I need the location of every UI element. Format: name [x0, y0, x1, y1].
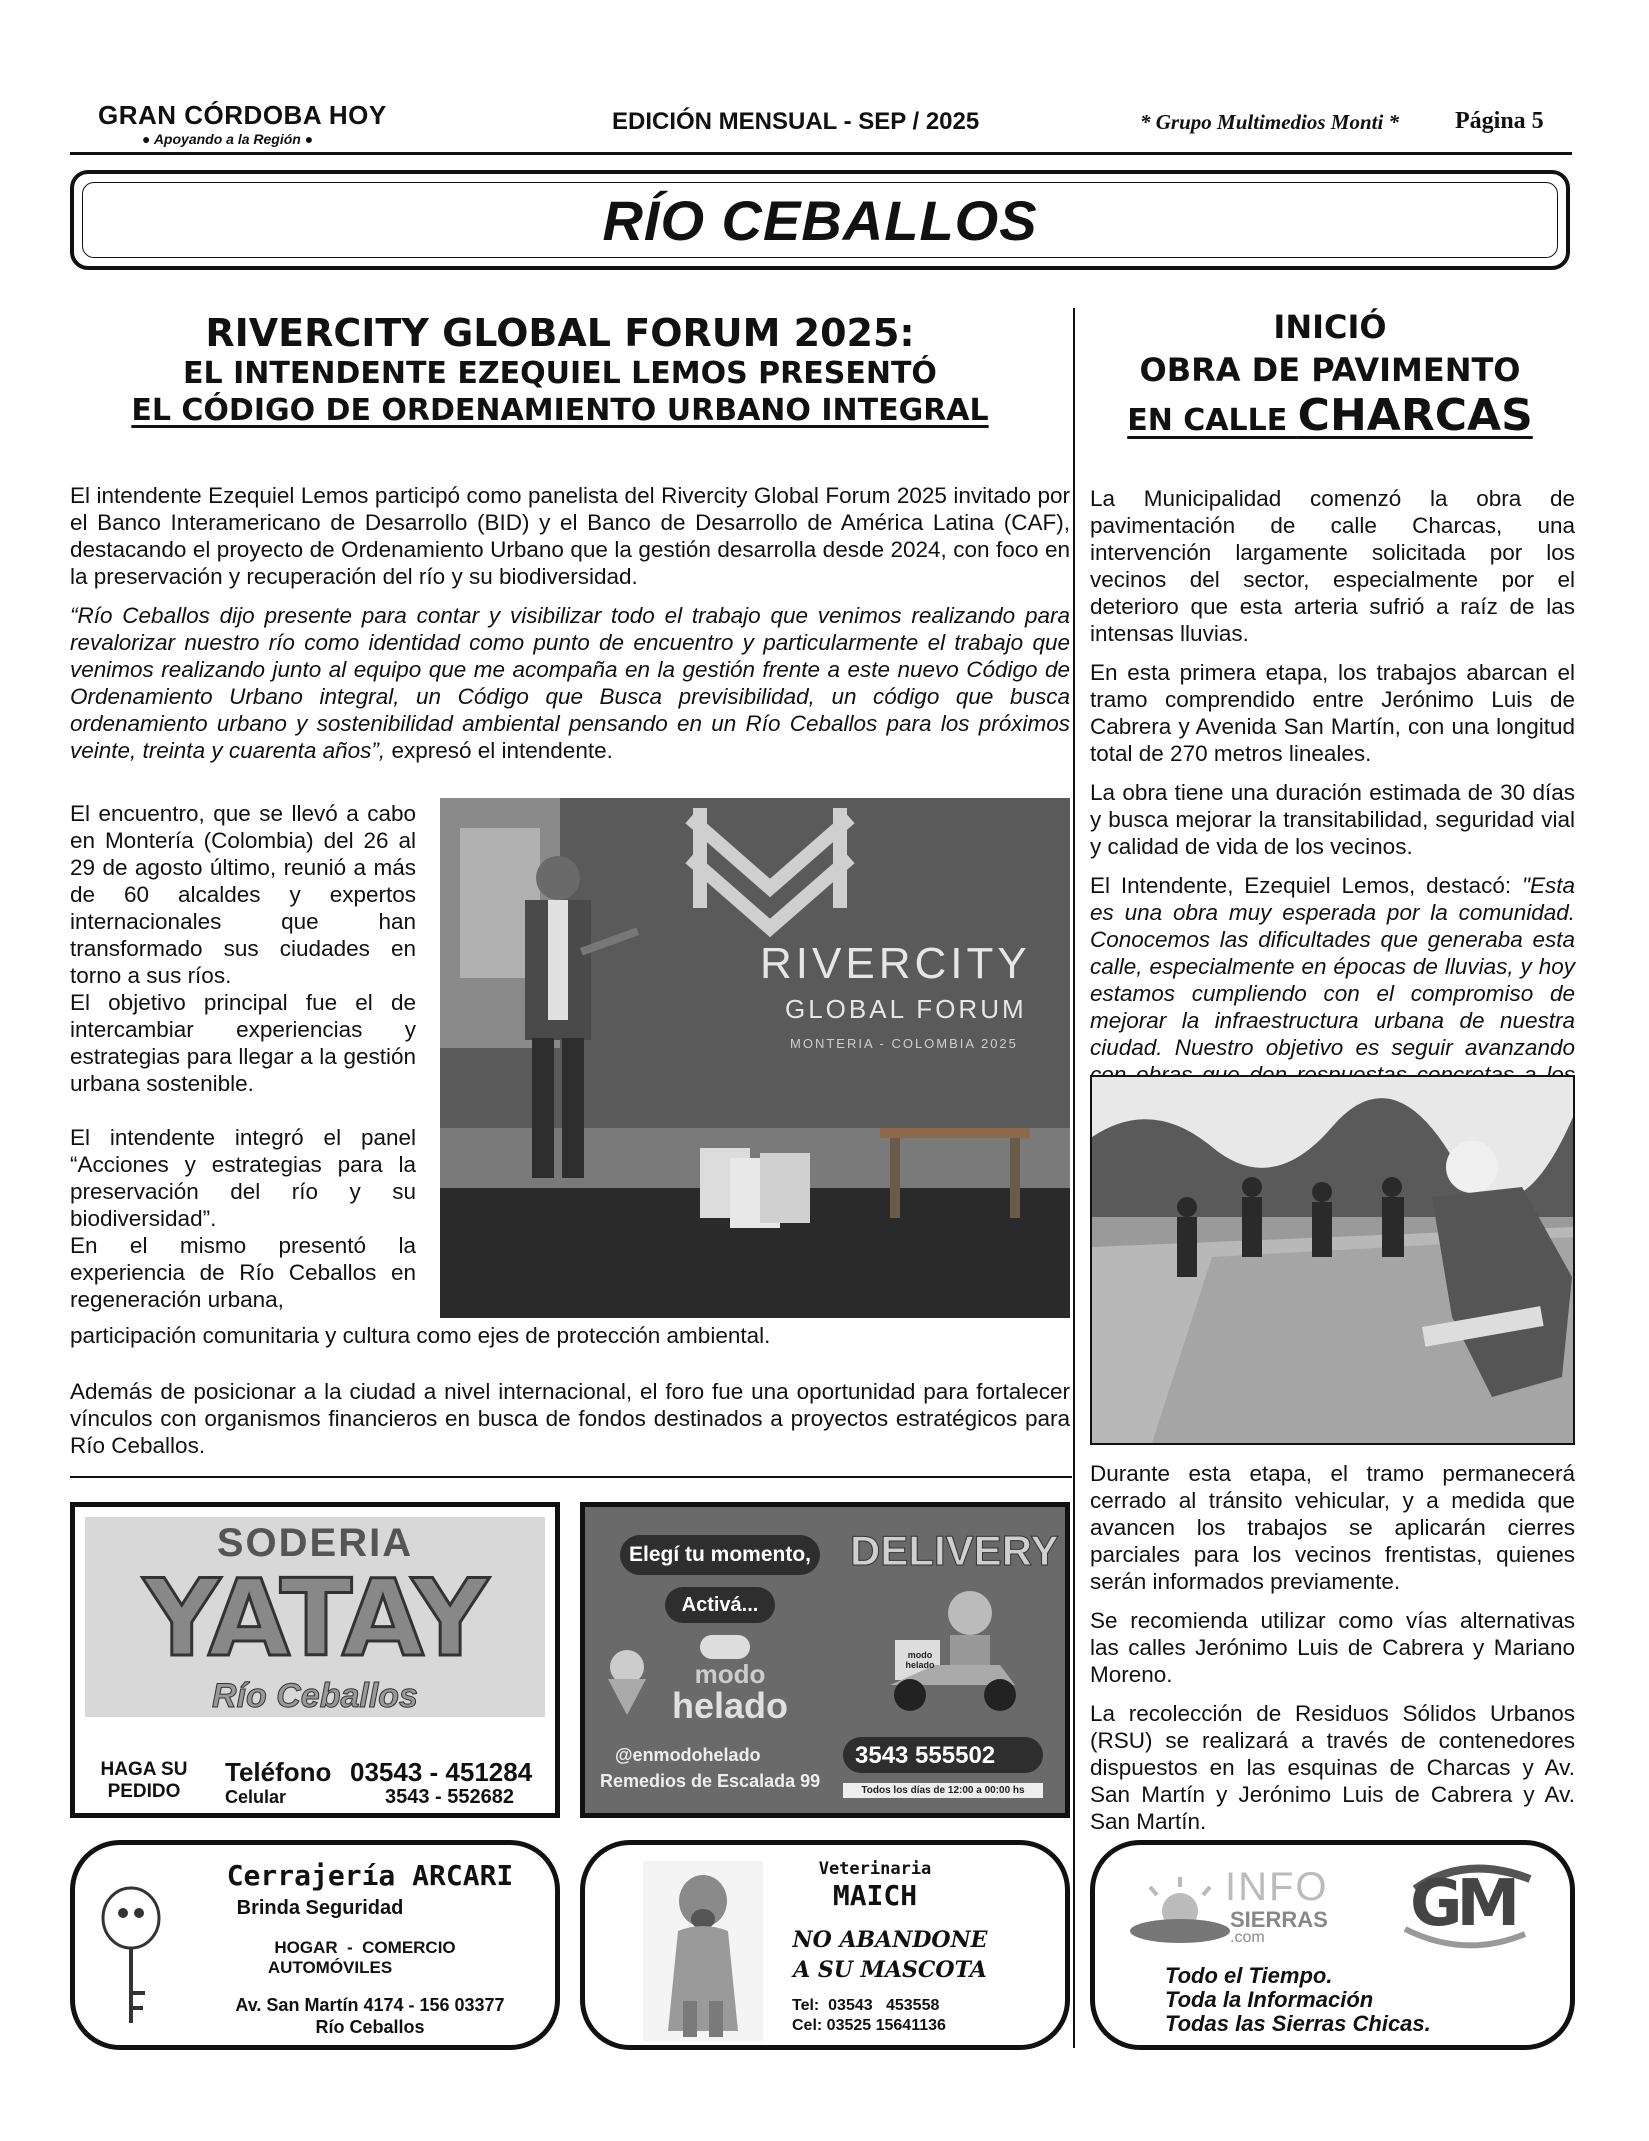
side-headline-line3	[1090, 391, 1570, 446]
masthead-title: GRAN CÓRDOBA HOY	[98, 100, 387, 130]
side-headline-line3-b: CHARCAS	[1297, 390, 1533, 441]
section-title: RÍO CEBALLOS	[602, 189, 1038, 252]
maich-name: MAICH	[832, 1879, 918, 1912]
maich-label: Veterinaria	[818, 1859, 932, 1879]
infosierras-logo-line3: .com	[1230, 1929, 1265, 1946]
maich-cel: Cel: 03525 15641136	[792, 2017, 946, 2034]
yatay-city: Río Ceballos	[212, 1677, 418, 1715]
side-article-top	[1090, 485, 1575, 1127]
main-headline-line3: EL CÓDIGO DE ORDENAMIENTO URBANO INTEGRAL	[131, 393, 989, 428]
main-paragraph-3: El objetivo principal fue el de intercambiar experiencias y estrategias para llegar a la gestión urbana sostenible.	[70, 990, 416, 1096]
main-headline-line2: EL INTENDENTE EZEQUIEL LEMOS PRESENTÓ	[183, 356, 937, 391]
ad-soderia-yatay[interactable]	[70, 1502, 560, 1818]
photo-logo-line2: GLOBAL FORUM	[785, 994, 1027, 1024]
helado-hours: Todos los días de 12:00 a 00:00 hs	[843, 1783, 1043, 1798]
side-paragraph-5: Durante esta etapa, el tramo permanecerá cerrado al tránsito vehicular, y a medida que avancen los trabajos se aplicarán cierres parciales para los vecinos frentistas, quienes serán informados previamente.	[1090, 1461, 1575, 1594]
helado-address: Remedios de Escalada 99	[600, 1771, 821, 1791]
side-article-bottom	[1090, 1460, 1575, 1847]
masthead-subtitle: ● Apoyando a la Región ●	[142, 131, 314, 147]
main-article-bottom-rule	[70, 1476, 1072, 1478]
main-paragraph-6: Además de posicionar a la ciudad a nivel internacional, el foro fue una oportunidad para fortalecer vínculos con organismos financieros en busca de fondos destinados a proyectos estratégicos para Río Ceballos.	[70, 1379, 1070, 1458]
helado-brand-line2: helado	[671, 1685, 788, 1726]
dog-photo	[643, 1861, 763, 2041]
side-paragraph-4-lead: El Intendente, Ezequiel Lemos, destacó:	[1090, 873, 1522, 898]
group-label: * Grupo Multimedios Monti *	[1140, 110, 1400, 134]
ice-cream-icon	[600, 1647, 655, 1717]
helado-brand-line1: modo	[694, 1659, 766, 1689]
yatay-top-label: SODERIA	[216, 1521, 414, 1565]
helado-phone: 3543 555502	[855, 1742, 996, 1769]
side-paragraph-1: La Municipalidad comenzó la obra de pavimentación de calle Charcas, una intervención largamente solicitada por los vecinos del sector, especialmente por el deterioro que esta arteria sufrió a raíz de las intensas lluvias.	[1090, 486, 1575, 646]
sun-cloud-icon	[1125, 1873, 1235, 1943]
helado-toggle-icon	[700, 1635, 750, 1659]
helado-box-label: modo helado	[905, 1650, 935, 1670]
main-quote-paragraph	[70, 602, 1070, 764]
side-paragraph-7: La recolección de Residuos Sólidos Urbanos (RSU) se realizará a través de contenedores dispuestos en las esquinas de Charcas y Av. San Martín y Jerónimo Luis de Cabrera y Av. San Martín.	[1090, 1701, 1575, 1834]
side-headline	[1090, 305, 1570, 446]
forum-photo	[440, 798, 1070, 1318]
side-headline-line3-a: EN CALLE	[1127, 403, 1298, 438]
infosierras-logo-line2: SIERRAS	[1230, 1907, 1328, 1932]
side-headline-line1: INICIÓ	[1273, 308, 1387, 346]
main-headline-line1: RIVERCITY GLOBAL FORUM 2025:	[205, 311, 915, 355]
main-quote: “Río Ceballos dijo presente para contar y visibilizar todo el trabajo que venimos realizando para revalorizar nuestro río como identidad como punto de encuentro y particularmente el trabajo que venimos realizando junto al equipo que me acompaña en la gestión frente a este nuevo Código de Ordenamiento Urbano integral, un Código que Busca previsibilidad, un código que busca ordenamiento urbano y sostenibilidad ambiental pensando en un Río Ceballos para los próximos veinte, treinta y cuarenta años”,	[70, 603, 1070, 763]
masthead-rule	[70, 152, 1572, 155]
side-paragraph-2: En esta primera etapa, los trabajos abarcan el tramo comprendido entre Jerónimo Luis de Cabrera y Avenida San Martín, con una longitud total de 270 metros lineales.	[1090, 660, 1575, 766]
arcari-services-line2: AUTOMÓVILES	[267, 1958, 393, 1977]
side-paragraph-4-quote: "Esta es una obra muy esperada por la comunidad. Conocemos las dificultades que generaba esta calle, especialmente en épocas de lluvias, y hoy estamos cumpliendo con el compromiso de mejorar la infraestructura urbana de nuestra ciudad. Nuestro objetivo es seguir avanzando	[1090, 873, 1575, 1060]
ad-veterinaria-maich[interactable]	[580, 1840, 1070, 2050]
column-divider	[1073, 308, 1075, 2048]
side-paragraph-3: La obra tiene una duración estimada de 30 días y busca mejorar la transitabilidad, seguridad vial y calidad de vida de los vecinos.	[1090, 780, 1575, 859]
helado-activa-pill: Activá...	[665, 1587, 775, 1623]
arcari-address: Av. San Martín 4174 - 156 03377	[235, 1995, 505, 2015]
gm-logo-text: GM	[1410, 1867, 1515, 1941]
helado-momento-pill: Elegí tu momento,	[620, 1535, 820, 1575]
photo-logo-line1: RIVERCITY	[760, 939, 1031, 988]
main-paragraph-1: El intendente Ezequiel Lemos participó como panelista del Rivercity Global Forum 2025 invitado por el Banco Interamericano de Desarrollo (BID) y el Banco de Desarrollo de América Latina (CAF), destacando el proyecto de Ordenamiento Urbano que la gestión desarrolla desde 2024, con foco en la preservación y recuperación del río y su biodiversidad.	[70, 483, 1070, 589]
maich-slogan-line1: NO ABANDONE	[792, 1927, 988, 1953]
yatay-brand: YATAY	[143, 1557, 487, 1680]
main-paragraph-2: El encuentro, que se llevó a cabo en Montería (Colombia) del 26 al 29 de agosto último, reunió a más de 60 alcaldes y expertos internacionales que han transformado sus ciudades en torno a sus ríos.	[70, 801, 416, 988]
main-paragraph-5-continued: participación comunitaria y cultura como ejes de protección ambiental.	[70, 1323, 771, 1348]
arcari-tagline: Brinda Seguridad	[236, 1897, 404, 1919]
page-number: Página 5	[1455, 108, 1544, 134]
main-paragraph-5: En el mismo presentó la experiencia de Río Ceballos en regeneración urbana,	[70, 1233, 416, 1312]
main-quote-tail: expresó el intendente.	[385, 738, 613, 763]
infosierras-line2: Toda la Información	[1165, 1987, 1374, 2012]
arcari-city: Río Ceballos	[315, 2017, 425, 2037]
main-headline	[70, 310, 1050, 430]
photo-logo-line3: MONTERIA - COLOMBIA 2025	[790, 1036, 1018, 1051]
yatay-cel: 3543 - 552682	[385, 1786, 515, 1808]
section-title-box	[70, 170, 1570, 270]
yatay-tel: 03543 - 451284	[350, 1757, 533, 1787]
side-headline-line2: OBRA DE PAVIMENTO	[1139, 351, 1521, 389]
paving-photo	[1090, 1075, 1575, 1445]
scooter-icon	[875, 1585, 1035, 1715]
maich-slogan-line2: A SU MASCOTA	[793, 1957, 987, 1983]
ad-infosierras[interactable]	[1090, 1840, 1575, 2050]
yatay-order-label	[89, 1759, 199, 1803]
helado-delivery: DELIVERY	[850, 1527, 1059, 1574]
side-paragraph-6: Se recomienda utilizar como vías alternativas las calles Jerónimo Luis de Cabrera y Mariano Moreno.	[1090, 1608, 1575, 1687]
key-mascot-icon	[93, 1883, 173, 2033]
infosierras-line3: Todas las Sierras Chicas.	[1165, 2011, 1431, 2036]
infosierras-logo-line1: INFO	[1225, 1865, 1329, 1909]
yatay-order-line2: PEDIDO	[107, 1781, 181, 1802]
main-article-intro	[70, 482, 1070, 764]
arcari-title: Cerrajería ARCARI	[226, 1859, 514, 1892]
main-article-float-column	[70, 800, 416, 1313]
yatay-tel-label: Teléfono	[225, 1757, 332, 1787]
infosierras-line1: Todo el Tiempo.	[1165, 1963, 1333, 1988]
maich-tel: Tel: 03543 453558	[792, 1997, 940, 2014]
helado-social: @enmodohelado	[615, 1745, 761, 1765]
ad-modo-helado[interactable]	[580, 1502, 1070, 1818]
arcari-services-line1: HOGAR - COMERCIO	[274, 1938, 456, 1957]
yatay-order-line1: HAGA SU	[100, 1759, 188, 1780]
main-paragraph-4: El intendente integró el panel “Acciones y estrategias para la preservación del río y su biodiversidad”.	[70, 1125, 416, 1231]
edition-label: EDICIÓN MENSUAL - SEP / 2025	[612, 108, 980, 135]
yatay-cel-label: Celular	[225, 1787, 287, 1807]
ad-cerrajeria-arcari[interactable]	[70, 1840, 560, 2050]
